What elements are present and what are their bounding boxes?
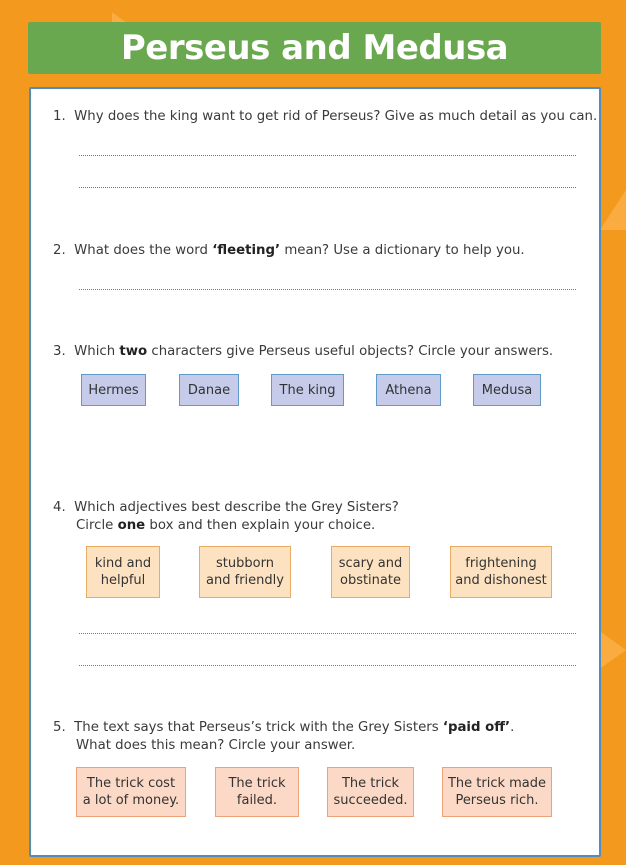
option-trick-succeeded[interactable] [327, 767, 414, 817]
option-hermes[interactable]: Hermes [81, 374, 146, 406]
option-frightening-and-dishonest[interactable] [450, 546, 552, 598]
option-athena[interactable]: Athena [376, 374, 441, 406]
question-1 [53, 108, 597, 126]
option-the-king[interactable]: The king [271, 374, 344, 406]
option-medusa[interactable]: Medusa [473, 374, 541, 406]
option-trick-cost-money[interactable] [76, 767, 186, 817]
option-trick-failed[interactable] [215, 767, 299, 817]
worksheet [29, 87, 601, 857]
option-line: The trick [341, 776, 400, 791]
option-line: succeeded. [333, 793, 408, 808]
option-line: a lot of money. [82, 793, 180, 808]
question-text: The text says that Perseus’s trick with the Grey Sisters [74, 720, 443, 735]
question-text: Why does the king want to get rid of Perseus? Give as much detail as you can. [74, 109, 598, 124]
option-line: The trick made [447, 776, 547, 791]
option-line: helpful [100, 573, 146, 588]
option-danae[interactable]: Danae [179, 374, 239, 406]
question-text: mean? Use a dictionary to help you. [280, 243, 525, 258]
option-line: scary and [338, 556, 403, 571]
option-line: and friendly [206, 573, 284, 588]
question-number: 3. [53, 344, 66, 359]
question-number: 4. [53, 500, 66, 515]
question-5 [53, 719, 514, 755]
option-line: and dishonest [455, 573, 547, 588]
question-text: What does the word [74, 243, 213, 258]
option-kind-and-helpful[interactable] [86, 546, 160, 598]
question-number: 1. [53, 109, 66, 124]
page-title: Perseus and Medusa [120, 28, 509, 68]
answer-line[interactable] [79, 155, 576, 156]
answer-line[interactable] [79, 633, 576, 634]
question-text: . [510, 720, 515, 735]
question-3 [53, 343, 553, 361]
option-trick-made-rich[interactable] [442, 767, 552, 817]
option-line: stubborn [216, 556, 274, 571]
question-2 [53, 242, 525, 260]
background-shape [600, 190, 626, 230]
answer-line[interactable] [79, 665, 576, 666]
option-stubborn-and-friendly[interactable] [199, 546, 291, 598]
question-text: Which [74, 344, 120, 359]
option-scary-and-obstinate[interactable] [331, 546, 410, 598]
question-text: Circle [76, 518, 118, 533]
question-number: 2. [53, 243, 66, 258]
question-text: box and then explain your choice. [145, 518, 376, 533]
option-line: The trick cost [86, 776, 176, 791]
question-number: 5. [53, 720, 66, 735]
question-text: characters give Perseus useful objects? Circle your answers. [147, 344, 554, 359]
keyword: ‘fleeting’ [212, 243, 281, 258]
option-line: kind and [94, 556, 152, 571]
keyword: one [117, 518, 146, 533]
option-line: The trick [228, 776, 286, 791]
keyword: two [119, 344, 148, 359]
question-text: What does this mean? Circle your answer. [76, 738, 356, 753]
question-text: Which adjectives best describe the Grey Sisters? [74, 500, 399, 515]
option-line: frightening [465, 556, 537, 571]
answer-line[interactable] [79, 289, 576, 290]
option-line: failed. [236, 793, 278, 808]
keyword: ‘paid off’ [442, 720, 511, 735]
background-shape [598, 630, 626, 670]
answer-line[interactable] [79, 187, 576, 188]
question-4 [53, 499, 399, 535]
title-banner [28, 22, 601, 74]
option-line: Perseus rich. [455, 793, 539, 808]
option-line: obstinate [339, 573, 401, 588]
